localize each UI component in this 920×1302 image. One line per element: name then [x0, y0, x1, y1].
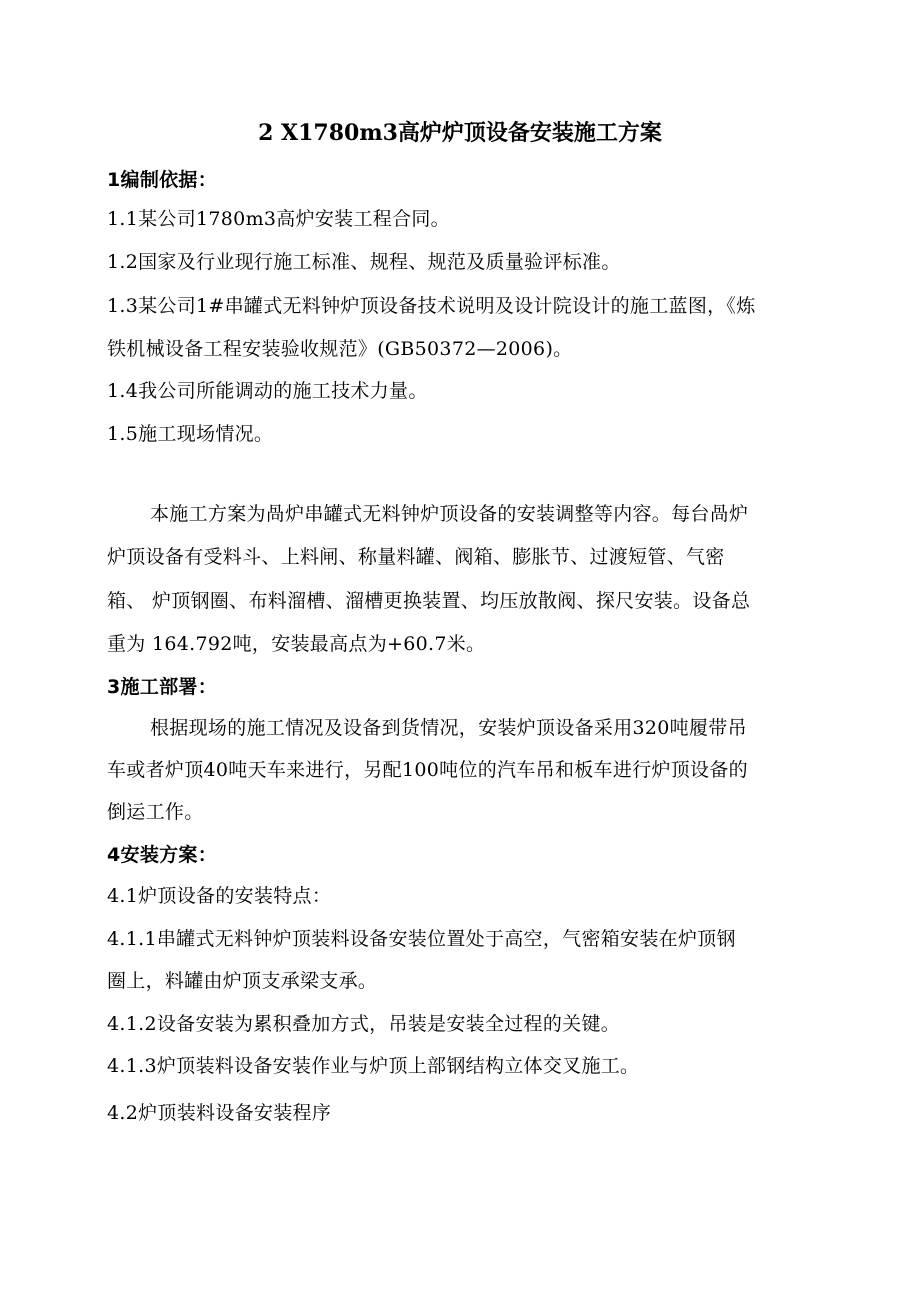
section-1-item-4: 1.4我公司所能调动的施工技术力量。 — [107, 380, 428, 402]
section-2-paragraph-line-2: 炉顶设备有受料斗、上料闸、称量料罐、阀箱、膨胀节、过渡短管、气密 — [107, 546, 725, 568]
section-1-item-1: 1.1某公司1780m3高炉安装工程合同。 — [107, 208, 450, 230]
section-4-item-5: 4.2炉顶装料设备安装程序 — [107, 1102, 332, 1124]
section-4-item-1: 4.1炉顶设备的安装特点： — [107, 885, 332, 907]
section-4-item-3: 4.1.2设备安装为累积叠加方式，吊装是安装全过程的关键。 — [107, 1013, 621, 1035]
section-4-item-2-line-1: 4.1.1串罐式无料钟炉顶装料设备安装位置处于高空，气密箱安装在炉顶钢 — [107, 928, 736, 950]
section-2-paragraph-line-3: 箱、 炉顶钢圈、布料溜槽、溜槽更换装置、均压放散阀、探尺安装。设备总 — [107, 590, 751, 612]
section-1-item-3-line-2: 铁机械设备工程安装验收规范》(GB50372—2006)。 — [107, 338, 573, 360]
section-1-item-3-line-1: 1.3某公司1#串罐式无料钟炉顶设备技术说明及设计院设计的施工蓝图，《炼 — [107, 295, 756, 317]
document-title: 2 X1780m3高炉炉顶设备安装施工方案 — [258, 120, 662, 146]
section-1-item-2: 1.2国家及行业现行施工标准、规程、规范及质量验评标准。 — [107, 251, 621, 273]
section-3-paragraph-line-2: 车或者炉顶40吨天车来进行，另配100吨位的汽车吊和板车进行炉顶设备的 — [107, 759, 748, 781]
section-1-heading: 1编制依据： — [107, 169, 218, 191]
section-2-paragraph-line-4: 重为 164.792吨，安装最高点为+60.7米。 — [107, 633, 486, 655]
section-3-heading: 3施工部署： — [107, 676, 218, 698]
section-4-item-4: 4.1.3炉顶装料设备安装作业与炉顶上部钢结构立体交叉施工。 — [107, 1055, 640, 1077]
section-3-paragraph-line-1: 根据现场的施工情况及设备到货情况，安装炉顶设备采用320吨履带吊 — [150, 717, 747, 739]
section-4-heading: 4安装方案： — [107, 844, 218, 866]
section-4-item-2-line-2: 圈上，料罐由炉顶支承梁支承。 — [107, 970, 378, 992]
section-3-paragraph-line-3: 倒运工作。 — [107, 801, 204, 823]
section-1-item-5: 1.5施工现场情况。 — [107, 423, 274, 445]
section-2-paragraph-line-1: 本施工方案为咼炉串罐式无料钟炉顶设备的安装调整等内容。每台咼炉 — [150, 503, 749, 525]
